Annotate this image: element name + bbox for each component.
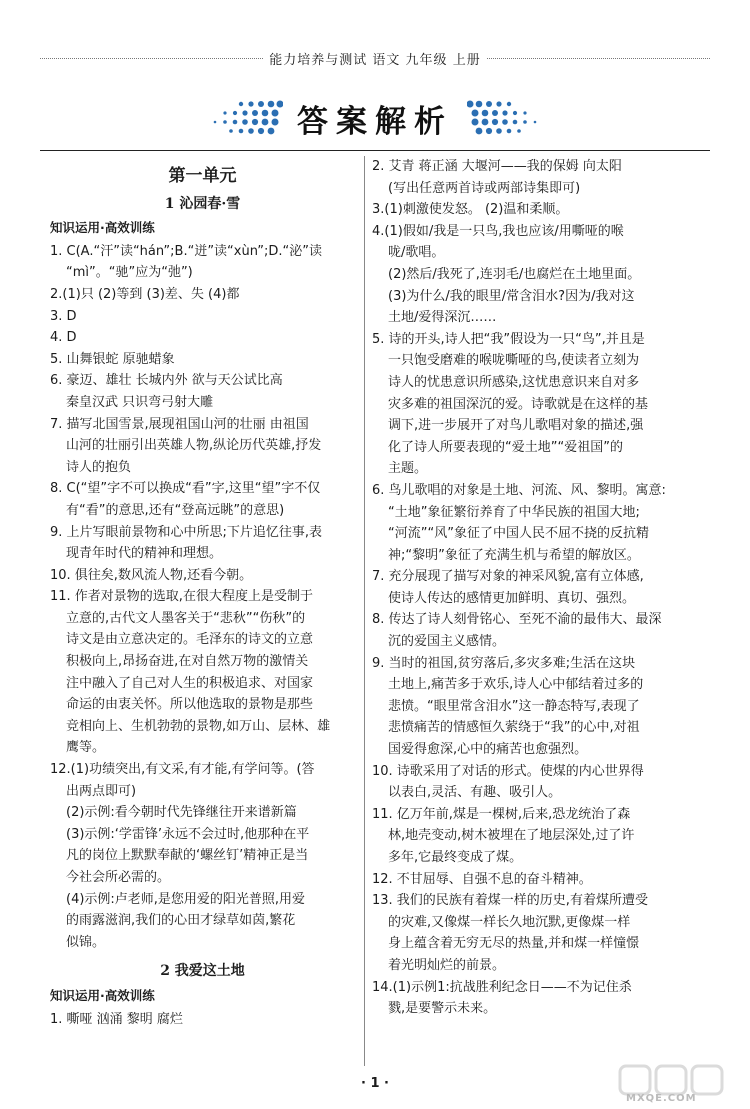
answer-line: 竞相向上、生机勃勃的景物,如万山、层林、雄	[66, 718, 331, 734]
lesson-1-title: 1 沁园春·雪	[164, 195, 241, 212]
answer-item	[50, 1009, 355, 1031]
answer-line: 秦皇汉武 只识弯弓射大雕	[66, 394, 214, 410]
answer-line: 着光明灿烂的前景。	[388, 957, 506, 973]
answer-line: 10. 俱往矣,数风流人物,还看今朝。	[50, 567, 253, 583]
answer-item	[50, 565, 355, 587]
answer-line: 悲愤痛苦的情感恒久萦绕于“我”的心中,对祖	[388, 720, 640, 736]
answer-line: (4)示例:卢老师,是您用爱的阳光普照,用爱	[66, 891, 306, 907]
answer-item	[50, 586, 355, 759]
column-divider	[364, 156, 365, 1066]
dots-left-icon	[203, 98, 283, 138]
answer-item	[372, 480, 690, 566]
unit-title: 第一单元	[168, 166, 237, 186]
answer-item	[50, 759, 355, 802]
answer-item	[372, 761, 690, 804]
answer-line: 12.(1)功绩突出,有文采,有才能,有学问等。(答	[50, 762, 315, 778]
answer-line: 4. D	[50, 330, 77, 346]
answer-line: 诗人的抱负	[66, 459, 132, 475]
answer-line: 诗人的忧患意识所感染,这忧患意识来自对多	[388, 374, 640, 390]
answer-line: 13. 我们的民族有着煤一样的历史,有着煤所遭受	[372, 893, 648, 909]
answer-line: 化了诗人所要表现的“爱土地”“爱祖国”的	[388, 439, 623, 455]
answer-line: 调下,进一步展开了对鸟儿歌唱对象的描述,强	[388, 418, 644, 434]
answer-line: “河流”“风”象征了中国人民不屈不挠的反抗精	[388, 526, 649, 542]
header-text: 能力培养与测试 语文 九年级 上册	[269, 52, 481, 68]
answer-item	[372, 566, 690, 609]
answer-item	[50, 241, 355, 284]
answer-line: 命运的由衷关怀。所以他选取的景物是那些	[66, 697, 314, 713]
lesson-2-answers-continued	[372, 156, 690, 1020]
answer-line: 林,地壳变动,树木被埋在了地层深处,过了许	[388, 828, 635, 844]
answer-line: “mì”。“驰”应为“弛”)	[66, 265, 193, 281]
answer-line: 12. 不甘屈辱、自强不息的奋斗精神。	[372, 871, 592, 887]
lesson-2-answers	[50, 1009, 355, 1031]
answer-line: 以表白,灵活、有趣、吸引人。	[388, 785, 562, 801]
answer-line: 沉的爱国主义感情。	[388, 634, 506, 650]
running-header	[40, 48, 710, 68]
answer-analysis-title: 答案解析	[297, 103, 453, 140]
answer-line: 一只饱受磨难的喉咙嘶哑的鸟,使读者立刻为	[388, 353, 640, 369]
answer-item	[50, 824, 355, 889]
answer-line: 4.(1)假如/我是一只鸟,我也应该/用嘶哑的喉	[372, 223, 624, 239]
answer-line: 积极向上,昂扬奋进,在对自然万物的激情关	[66, 654, 309, 670]
header-rule	[40, 150, 710, 151]
answer-item	[372, 329, 690, 480]
answer-line: (2)示例:看今朝时代先锋继往开来谱新篇	[66, 805, 297, 821]
answer-item	[50, 349, 355, 371]
answer-line: 鹰等。	[66, 740, 106, 756]
answer-line: 今社会所必需的。	[66, 870, 171, 885]
answer-line: 10. 诗歌采用了对话的形式。使煤的内心世界得	[372, 763, 644, 779]
left-column	[50, 156, 355, 1030]
answer-line: 11. 作者对景物的选取,在很大程度上是受制于	[50, 589, 313, 605]
lesson-1-answers	[50, 241, 355, 954]
dots-right-icon	[467, 98, 547, 138]
answer-line: 身上蕴含着无穷无尽的热量,并和煤一样憧憬	[388, 936, 640, 952]
answer-item	[372, 156, 690, 199]
answer-line: 立意的,古代文人墨客关于“悲秋”“伤秋”的	[66, 610, 306, 626]
answer-line: 3.(1)刺激使发怒。 (2)温和柔顺。	[372, 202, 569, 218]
answer-line: 戮,是要警示未来。	[388, 1001, 497, 1017]
answer-line: 7. 描写北国雪景,展现祖国山河的壮丽 由祖国	[50, 416, 309, 432]
answer-line: 多年,它最终变成了煤。	[388, 850, 523, 865]
answer-line: 诗文是由立意决定的。毛泽东的诗文的立意	[66, 632, 314, 648]
answer-item	[50, 802, 355, 824]
answer-line: 8. C(“望”字不可以换成“看”字,这里“望”字不仅	[50, 481, 321, 497]
answer-line: (写出任意两首诗或两部诗集即可)	[388, 180, 581, 196]
header-dotted-line-left	[40, 58, 263, 59]
answer-line: 国爱得愈深,心中的痛苦也愈强烈。	[388, 742, 588, 758]
answer-item	[372, 653, 690, 761]
answer-line: 5. 诗的开头,诗人把“我”假设为一只“鸟”,并且是	[372, 331, 645, 347]
answer-line: (2)然后/我死了,连羽毛/也腐烂在土地里面。	[388, 266, 641, 282]
answer-item	[372, 869, 690, 891]
answer-line: 14.(1)示例1:抗战胜利纪念日——不为记住杀	[372, 979, 632, 995]
answer-line: 3. D	[50, 308, 77, 324]
answer-line: 注中融入了自己对人生的积极追求、对国家	[66, 675, 314, 691]
answer-line: 的雨露滋润,我们的心田才绿草如茵,繁花	[66, 913, 296, 929]
decorative-dots-left	[203, 98, 283, 138]
answer-line: 出两点即可)	[66, 783, 137, 799]
section-1-heading: 知识运用·高效训练	[50, 220, 155, 236]
answer-item	[372, 264, 690, 286]
answer-item	[50, 522, 355, 565]
answer-line: 7. 充分展现了描写对象的神采风貌,富有立体感,	[372, 569, 644, 585]
answer-item	[372, 286, 690, 329]
answer-line: 咙/歌唱。	[388, 245, 445, 261]
answer-line: 有“看”的意思,还有“登高远眺”的意思)	[66, 502, 285, 518]
answer-line: 凡的岗位上默默奉献的‘螺丝钉’精神正是当	[66, 848, 309, 864]
answer-item	[50, 306, 355, 328]
answer-line: 5. 山舞银蛇 原驰蜡象	[50, 351, 175, 367]
answer-line: 悲愤。“眼里常含泪水”这一静态特写,表现了	[388, 698, 640, 714]
answer-item	[50, 889, 355, 954]
answer-line: 8. 传达了诗人刻骨铭心、至死不渝的最伟大、最深	[372, 612, 662, 628]
answer-line: 2.(1)只 (2)等到 (3)差、失 (4)都	[50, 286, 240, 302]
answer-line: 山河的壮丽引出英雄人物,纵论历代英雄,抒发	[66, 438, 322, 454]
section-2-heading: 知识运用·高效训练	[50, 987, 155, 1003]
answer-line: 现青年时代的精神和理想。	[66, 546, 223, 562]
answer-line: 9. 上片写眼前景物和心中所思;下片追忆往事,表	[50, 524, 323, 540]
answer-line: 1. C(A.“汗”读“hán”;B.“迸”读“xùn”;D.“泌”读	[50, 243, 322, 259]
answer-item	[50, 284, 355, 306]
answer-item	[372, 804, 690, 869]
answer-line: (3)示例:‘学雷锋’永远不会过时,他那种在平	[66, 826, 310, 842]
answer-line: 11. 亿万年前,煤是一棵树,后来,恐龙统治了森	[372, 806, 631, 822]
answer-line: 的灾难,又像煤一样长久地沉默,更像煤一样	[388, 914, 631, 930]
answer-item	[50, 370, 355, 413]
watermark-url: MXQE.COM	[626, 1093, 697, 1104]
answer-line: 似锦。	[66, 934, 106, 950]
answer-line: 灾多难的祖国深沉的爱。诗歌就是在这样的基	[388, 396, 649, 412]
answer-line: 1. 嘶哑 汹涌 黎明 腐烂	[50, 1011, 183, 1027]
answer-item	[50, 478, 355, 521]
answer-line: (3)为什么/我的眼里/常含泪水?因为/我对这	[388, 288, 635, 304]
header-dotted-line-right	[487, 58, 710, 59]
answer-line: 土地/爱得深沉……	[388, 310, 497, 326]
answer-item	[372, 609, 690, 652]
lesson-2-title: 2 我爱这土地	[160, 963, 245, 980]
answer-item	[372, 890, 690, 976]
answer-item	[372, 221, 690, 264]
answer-line: 2. 艾青 蒋正涵 大堰河——我的保姆 向太阳	[372, 159, 622, 174]
answer-line: 6. 豪迈、雄壮 长城内外 欲与天公试比高	[50, 373, 283, 389]
title-banner	[180, 90, 570, 146]
answer-item	[50, 327, 355, 349]
answer-line: “土地”象征繁衍养育了中华民族的祖国大地;	[388, 504, 640, 520]
answer-line: 土地上,痛苦多于欢乐,诗人心中郁结着过多的	[388, 677, 644, 693]
answer-item	[372, 977, 690, 1020]
answer-line: 使诗人传达的感情更加鲜明、真切、强烈。	[388, 590, 636, 606]
answer-line: 神;“黎明”象征了充满生机与希望的解放区。	[388, 547, 640, 563]
answer-line: 6. 鸟儿歌唱的对象是土地、河流、风、黎明。寓意:	[372, 482, 666, 498]
answer-line: 9. 当时的祖国,贫穷落后,多灾多难;生活在这块	[372, 655, 636, 671]
decorative-dots-right	[467, 98, 547, 138]
page-number: · 1 ·	[361, 1076, 389, 1091]
answer-item	[372, 199, 690, 221]
right-column	[372, 156, 690, 1020]
answer-item	[50, 414, 355, 479]
answer-line: 主题。	[388, 461, 428, 477]
